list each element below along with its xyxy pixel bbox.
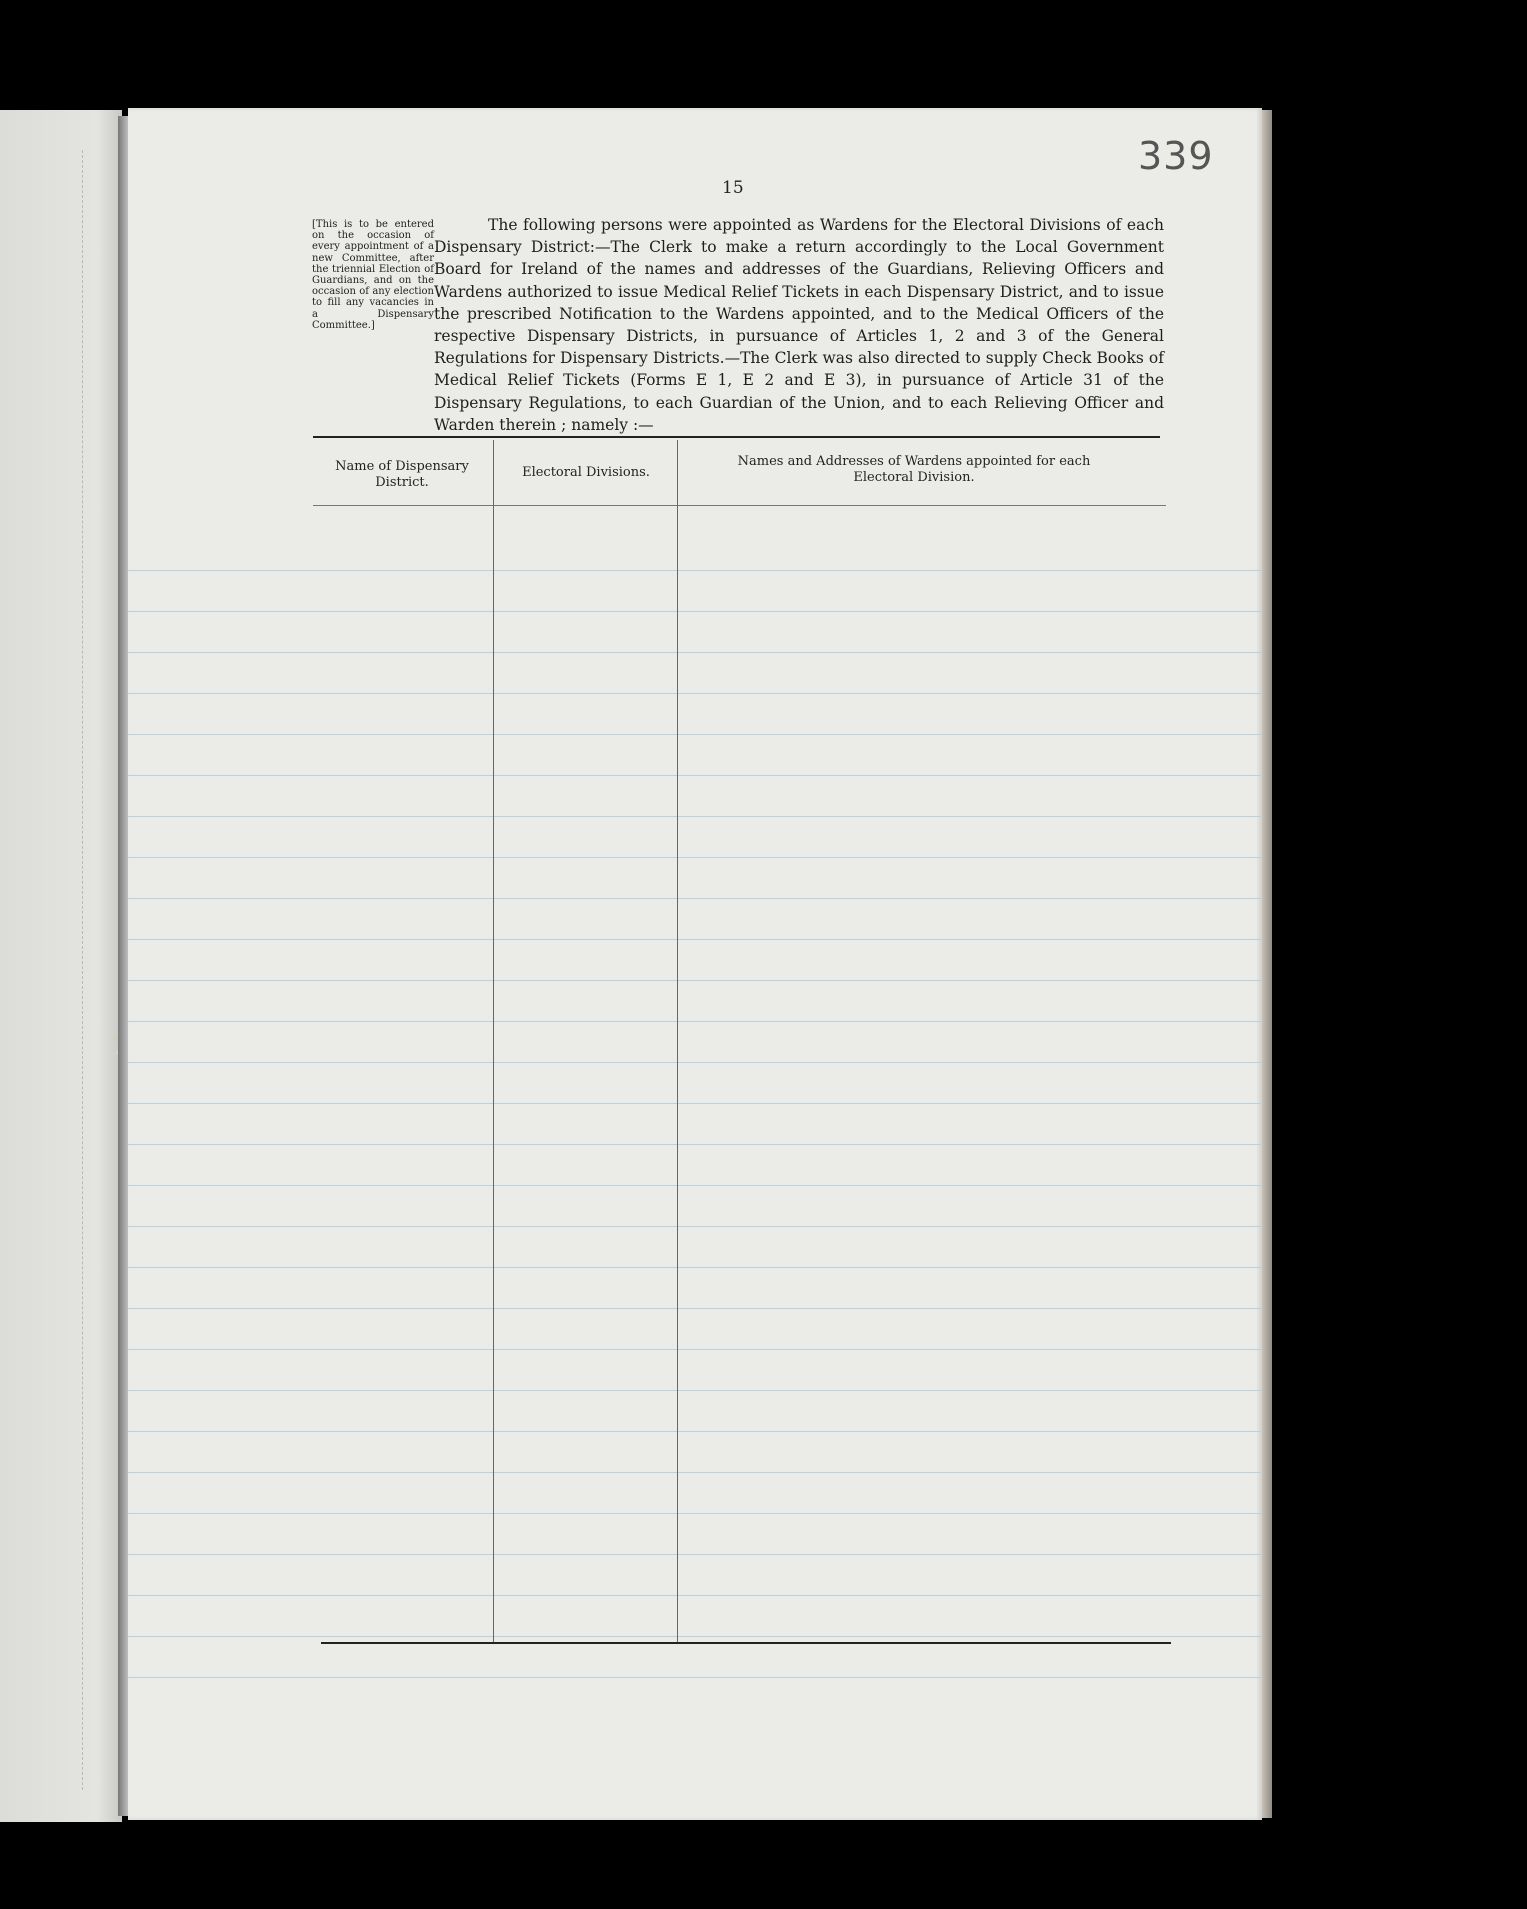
column-divider-1 (493, 440, 494, 1642)
margin-note: [This is to be entered on the occasion of every appointment of a new Committee, after the triennial Election of Guardians, and on the occasion of any election to fill any vacancies in a Dispensary Committee.] (312, 219, 434, 331)
facing-page-left (0, 110, 122, 1822)
folio-number: 339 (1138, 134, 1214, 178)
body-paragraph: The following persons were appointed as Wardens for the Electoral Divisions of each Dispensary District:—The Clerk to make a return accordingly to the Local Government Board for Ireland of the names and addresses of the Guardians, Relieving Officers and Wardens authorized to issue Medical Relief Tickets in each Dispensary District, and to issue the prescribed Notification to the Wardens appointed, and to the Medical Officers of the respective Dispensary Districts, in pursuance of Articles 1, 2 and 3 of the General Regulations for Dispensary Districts.—The Clerk was also directed to supply Check Books of Medical Relief Tickets (Forms E 1, E 2 and E 3), in pursuance of Article 31 of the Dispensary Regulations, to each Guardian of the Union, and to each Relieving Officer and Warden therein ; namely :— (434, 216, 1164, 434)
column-header-electoral-divisions: Electoral Divisions. (522, 465, 650, 480)
table-top-rule (313, 436, 1160, 438)
page-edge (1262, 110, 1272, 1818)
table-bottom-rule (321, 1642, 1171, 1644)
column-header-dispensary-district: Name of Dispensary District. (335, 459, 469, 490)
binding-stitch (82, 150, 83, 1790)
page-number: 15 (722, 178, 744, 198)
header-bottom-rule (313, 505, 1166, 506)
column-header-wardens: Names and Addresses of Wardens appointed for each Electoral Division. (737, 454, 1091, 485)
column-divider-2 (677, 440, 678, 1642)
